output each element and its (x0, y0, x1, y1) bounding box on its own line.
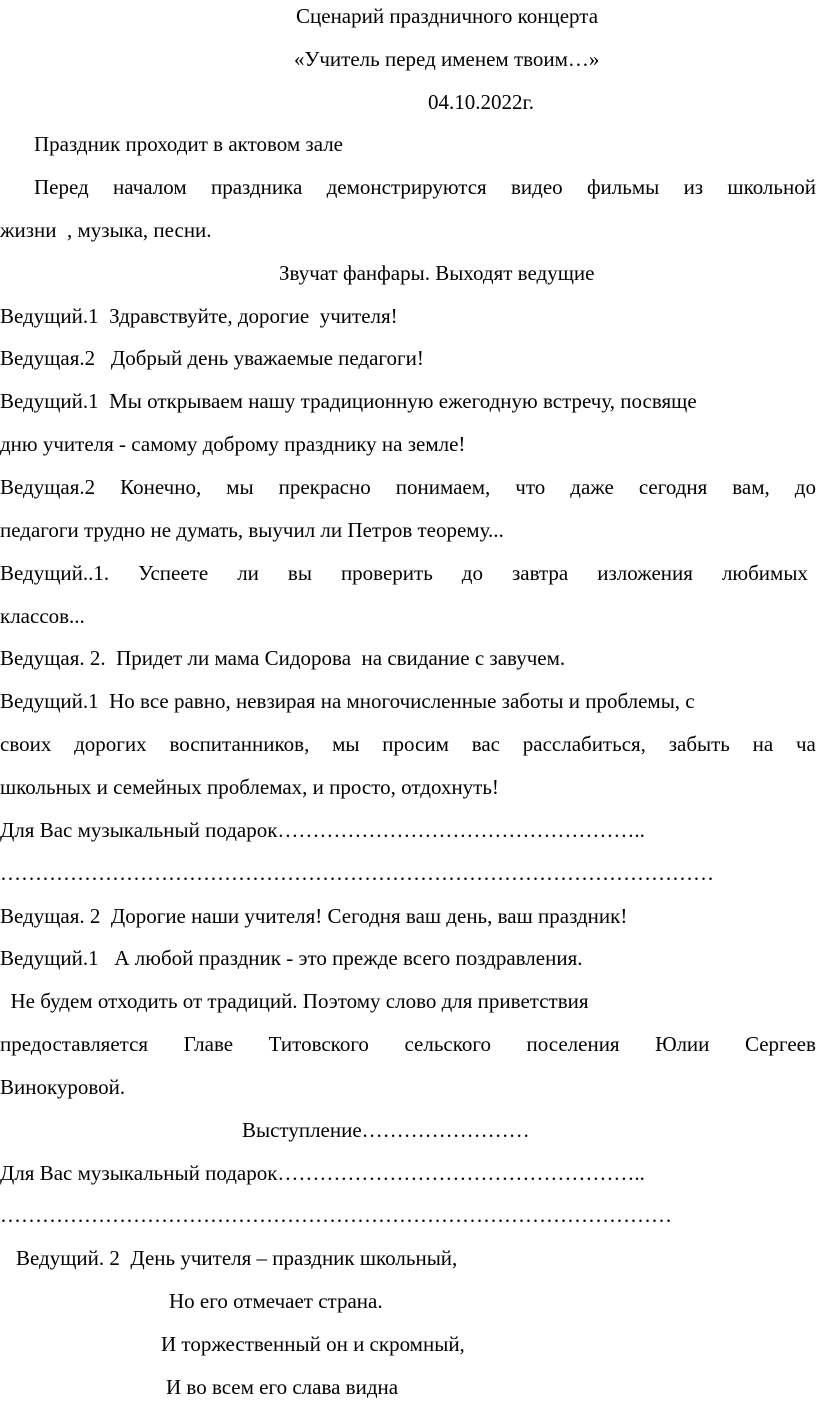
stage-direction-performance: Выступление…………………… (242, 1118, 530, 1142)
word: предоставляется (0, 1032, 149, 1056)
word: Главе (183, 1032, 234, 1056)
word: началом (113, 175, 187, 199)
dialogue-line: Ведущая. 2. Придет ли мама Сидорова на свидание с завучем. (0, 646, 566, 670)
word: мы (226, 475, 254, 499)
word: своих (0, 732, 52, 756)
word: Успеете (138, 561, 209, 585)
paragraph-intro-line-2: жизни , музыка, песни. (0, 218, 212, 242)
dotted-line: ………………………………………………………………………………………… (0, 861, 714, 885)
dialogue-line: Винокуровой. (0, 1075, 126, 1099)
word: Титовского (268, 1032, 369, 1056)
word: изложения (597, 561, 693, 585)
word: просим (382, 732, 449, 756)
word: вас (471, 732, 500, 756)
dialogue-line: Ведущий.1 Но все равно, невзирая на многочисленные заботы и проблемы, с (0, 689, 695, 713)
document-date: 04.10.2022г. (428, 90, 534, 114)
dialogue-line: Ведущий.1 Мы открываем нашу традиционную ежегодную встречу, посвяще (0, 389, 697, 413)
dialogue-line: педагоги трудно не думать, выучил ли Петров теорему... (0, 518, 504, 542)
word: прекрасно (278, 475, 371, 499)
paragraph-place: Праздник проходит в актовом зале (34, 132, 344, 156)
dialogue-line-justified (0, 1030, 816, 1058)
word: что (515, 475, 546, 499)
dialogue-line: Ведущая. 2 Дорогие наши учителя! Сегодня ваш день, ваш праздник! (0, 904, 628, 928)
document-title: Сценарий праздничного концерта (296, 4, 599, 28)
word: фильмы (586, 175, 660, 199)
word: дорогих (74, 732, 147, 756)
dialogue-line: Ведущий.1 А любой праздник - это прежде всего поздравления. (0, 946, 583, 970)
word: Ведущая.2 (0, 475, 96, 499)
dialogue-line: Ведущий.1 Здравствуйте, дорогие учителя! (0, 304, 398, 328)
word: проверить (340, 561, 433, 585)
word: ли (237, 561, 259, 585)
word: воспитанников, (169, 732, 310, 756)
word: до (461, 561, 483, 585)
word: вы (287, 561, 312, 585)
dialogue-line: Не будем отходить от традиций. Поэтому слово для приветствия (0, 989, 589, 1013)
word: забыть (668, 732, 730, 756)
word: школьной (727, 175, 816, 199)
word: поселения (526, 1032, 620, 1056)
word: любимых (721, 561, 808, 585)
word: сельского (404, 1032, 491, 1056)
word: Конечно, (120, 475, 202, 499)
dotted-line: …………………………………………………………………………………… (0, 1203, 672, 1227)
paragraph-intro-line-1 (34, 173, 816, 201)
word: завтра (511, 561, 569, 585)
poem-line: Но его отмечает страна. (169, 1289, 383, 1313)
word: на (752, 732, 774, 756)
word: мы (332, 732, 360, 756)
word: понимаем, (395, 475, 491, 499)
word: праздника (210, 175, 303, 199)
word: вам, (732, 475, 770, 499)
word: из (683, 175, 704, 199)
music-gift-line: Для Вас музыкальный подарок…………………………………………….. (0, 1161, 645, 1185)
word: Ведущий..1. (0, 561, 110, 585)
dialogue-line: Ведущий. 2 День учителя – праздник школьный, (16, 1246, 458, 1270)
word: сегодня (638, 475, 708, 499)
word: до (794, 475, 816, 499)
poem-line: И во всем его слава видна (166, 1375, 399, 1399)
word: ча (796, 732, 816, 756)
dialogue-line-justified (0, 473, 816, 501)
dialogue-line: дню учителя - самому доброму празднику на земле! (0, 432, 466, 456)
word: расслабиться, (522, 732, 646, 756)
dialogue-line-justified (0, 730, 816, 758)
word: Сергеев (744, 1032, 816, 1056)
document-subtitle: «Учитель перед именем твоим…» (294, 47, 600, 71)
dialogue-line: школьных и семейных проблемах, и просто, отдохнуть! (0, 775, 499, 799)
word: Перед (34, 175, 89, 199)
dialogue-line-justified (0, 559, 808, 587)
word: видео (510, 175, 563, 199)
dialogue-line: Ведущая.2 Добрый день уважаемые педагоги! (0, 346, 424, 370)
word: Юлии (655, 1032, 710, 1056)
word: демонстрируются (326, 175, 487, 199)
music-gift-line: Для Вас музыкальный подарок…………………………………………….. (0, 818, 645, 842)
word: даже (570, 475, 614, 499)
poem-line: И торжественный он и скромный, (161, 1332, 465, 1356)
stage-direction-fanfare: Звучат фанфары. Выходят ведущие (279, 261, 595, 285)
dialogue-line: классов... (0, 604, 85, 628)
